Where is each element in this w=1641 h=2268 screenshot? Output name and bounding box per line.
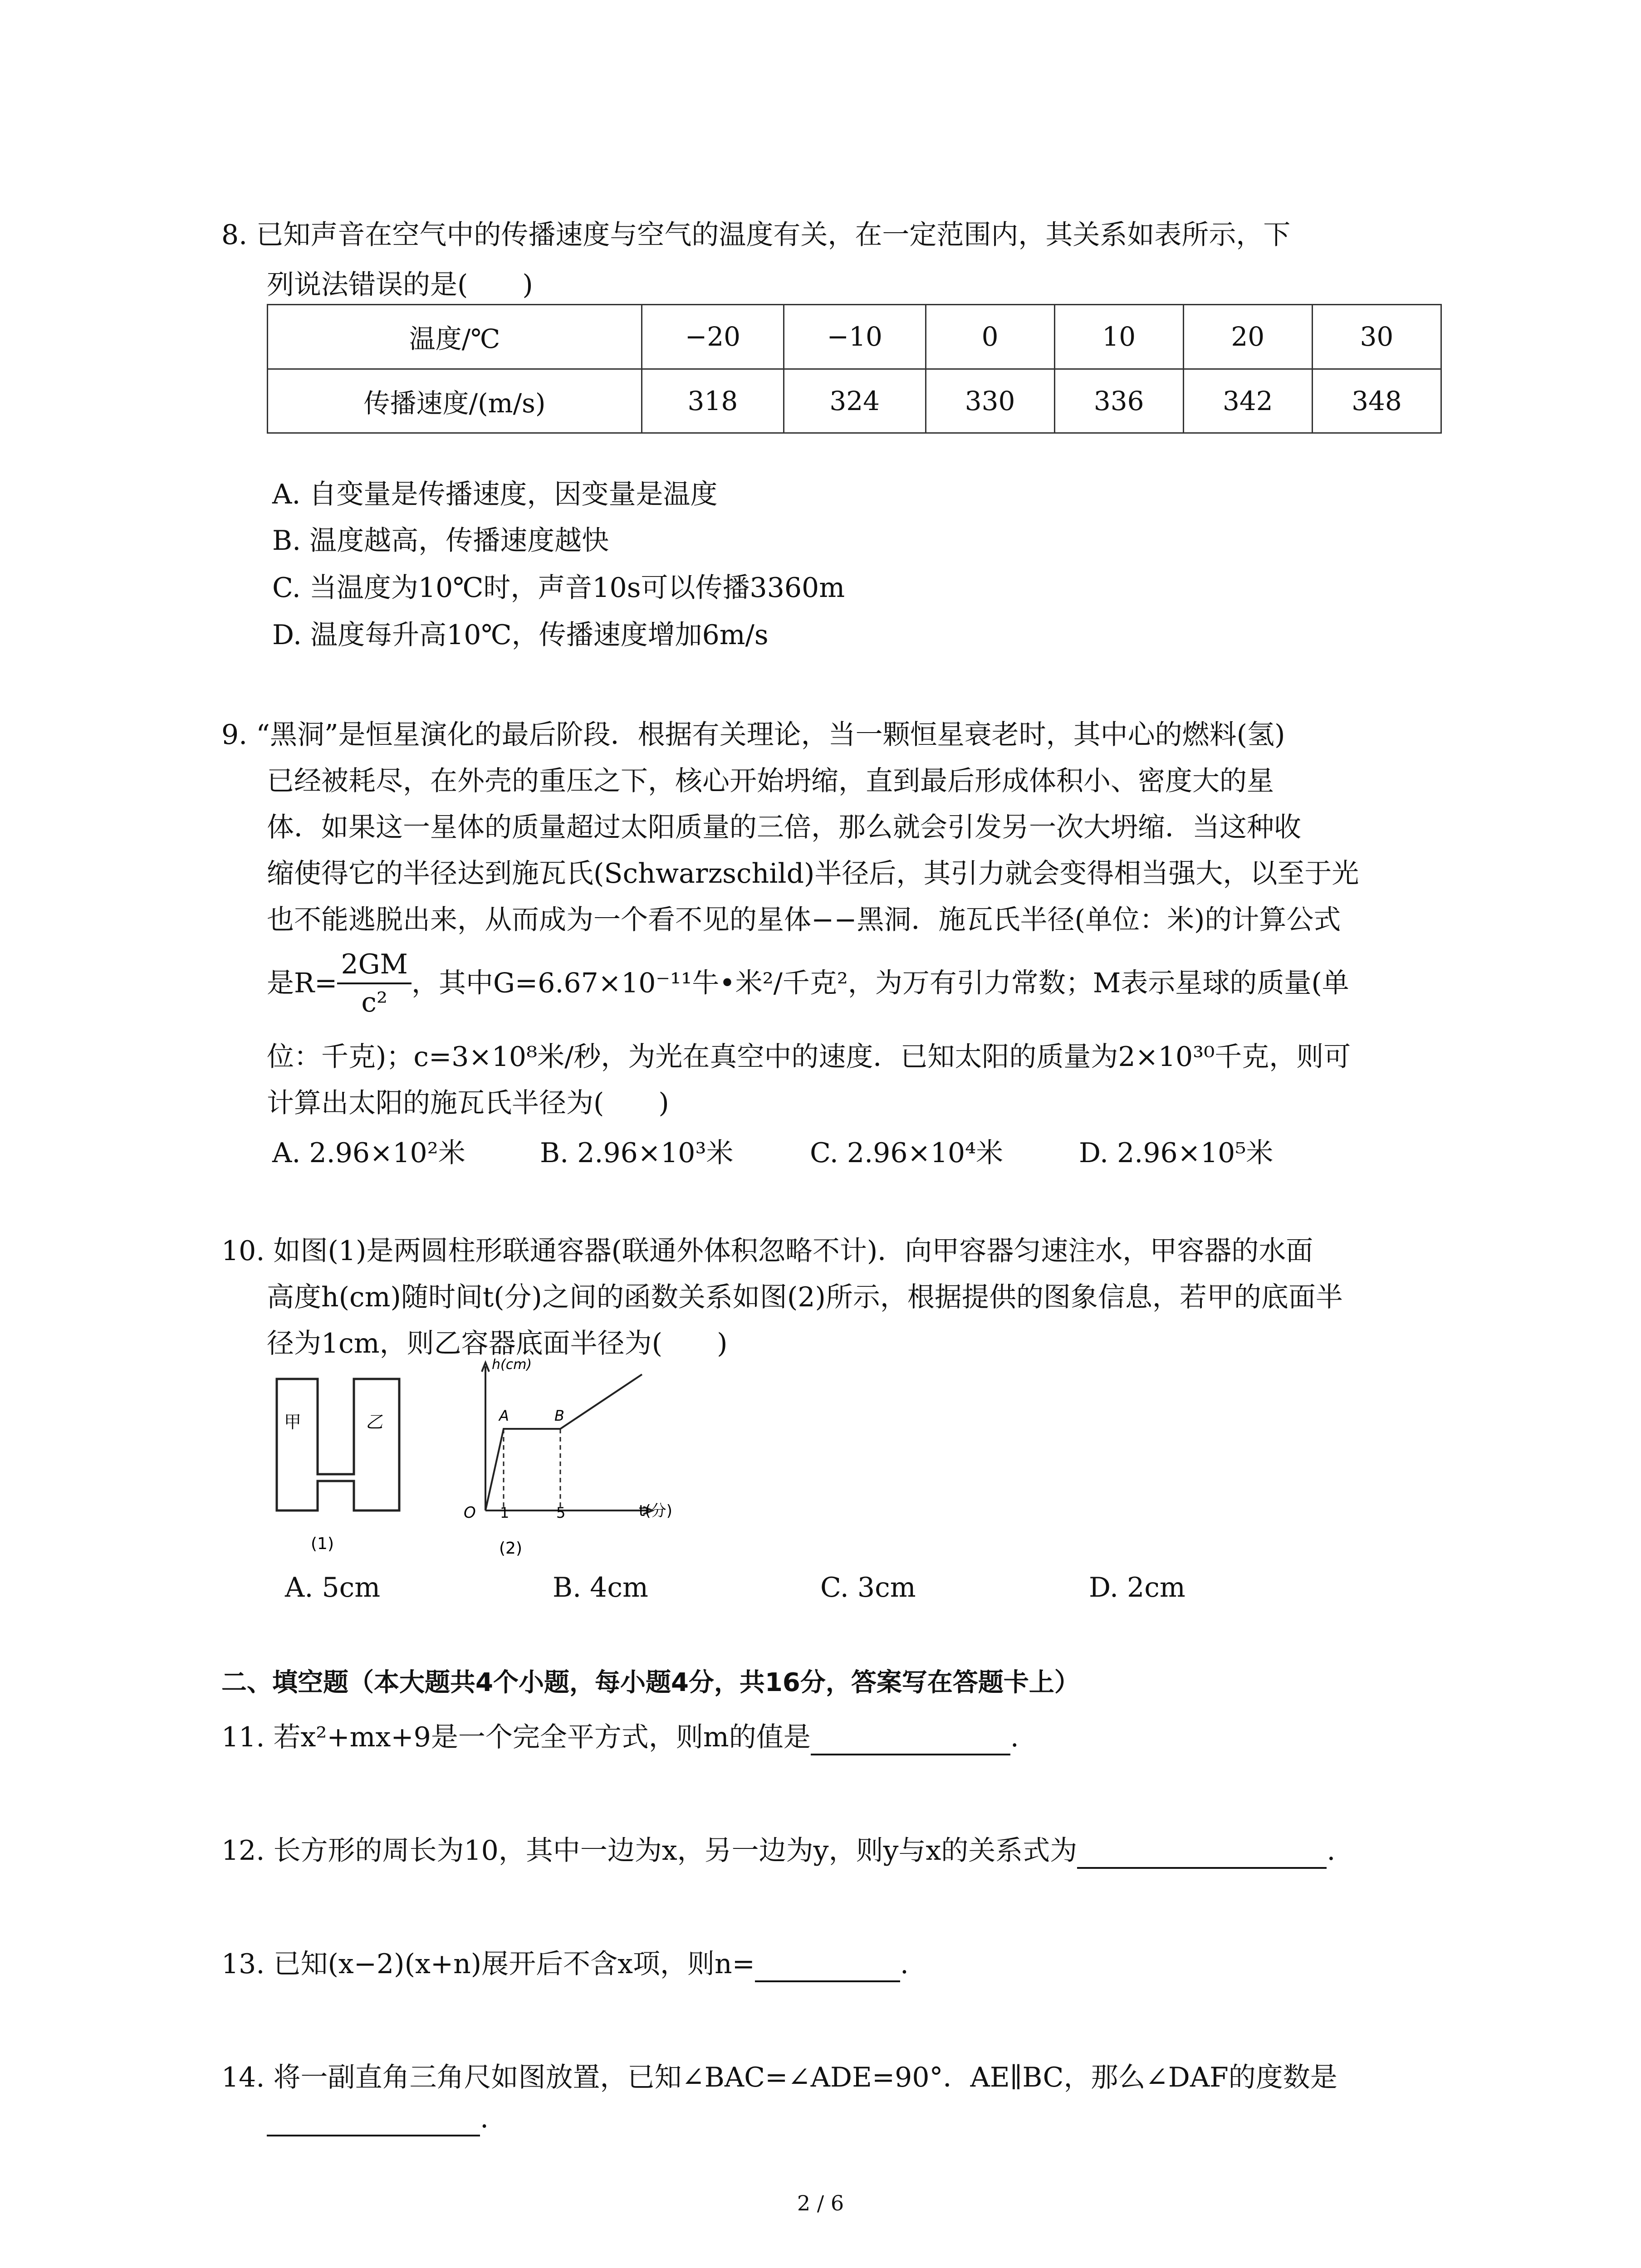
q14-text: 14. 将一副直角三角尺如图放置，已知∠BAC=∠ADE=90°．AE∥BC，那么∠DAF的度数是 bbox=[221, 2062, 1337, 2093]
table-header-cell: 传播速度/(m/s) bbox=[268, 369, 642, 433]
formula-prefix: 是R= bbox=[267, 967, 338, 999]
point-a-label: A bbox=[499, 1407, 509, 1424]
q10-stem-line2: 高度h(cm)随时间t(分)之间的函数关系如图(2)所示，根据提供的图象信息，若甲的底面半 bbox=[267, 1281, 1343, 1313]
table-row bbox=[268, 369, 1441, 433]
q13 bbox=[221, 1946, 909, 1982]
axis-x-label: t(分) bbox=[639, 1502, 672, 1520]
figure1-caption: (1) bbox=[311, 1535, 334, 1553]
table-cell: 330 bbox=[926, 369, 1054, 433]
q9-formula-line bbox=[267, 948, 1349, 1018]
table-cell: 10 bbox=[1054, 305, 1183, 369]
q10-option-c: C. 3cm bbox=[820, 1572, 916, 1603]
table-row bbox=[268, 305, 1441, 369]
table-cell: 342 bbox=[1183, 369, 1312, 433]
q9-option-b: B. 2.96×10³米 bbox=[540, 1137, 734, 1169]
q8-stem-line1: 8. 已知声音在空气中的传播速度与空气的温度有关，在一定范围内，其关系如表所示，下 bbox=[221, 219, 1291, 251]
figure2-caption: (2) bbox=[499, 1539, 522, 1558]
table-cell: 0 bbox=[926, 305, 1054, 369]
q9-stem-line2: 已经被耗尽，在外壳的重压之下，核心开始坍缩，直到最后形成体积小、密度大的星 bbox=[267, 765, 1274, 797]
q11-text: 11. 若x²+mx+9是一个完全平方式，则m的值是 bbox=[221, 1721, 811, 1753]
q14-answer bbox=[267, 2100, 489, 2136]
x-tick-1: 1 bbox=[500, 1504, 509, 1521]
q8-stem-line2: 列说法错误的是( ) bbox=[267, 269, 533, 301]
q9-option-a: A. 2.96×10²米 bbox=[272, 1137, 465, 1169]
figure-height-time-graph bbox=[454, 1356, 735, 1574]
table-cell: 318 bbox=[642, 369, 784, 433]
q8-option-d: D. 温度每升高10℃，传播速度增加6m/s bbox=[272, 619, 769, 651]
q9-option-c: C. 2.96×10⁴米 bbox=[810, 1137, 1004, 1169]
q11-period: . bbox=[1010, 1721, 1019, 1753]
table-cell: 20 bbox=[1183, 305, 1312, 369]
table-cell: −10 bbox=[784, 305, 926, 369]
fraction-numerator: 2GM bbox=[337, 951, 411, 984]
q10-stem-line1: 10. 如图(1)是两圆柱形联通容器(联通外体积忽略不计)．向甲容器匀速注水，甲容器的水面 bbox=[221, 1235, 1313, 1267]
q10-stem-line3: 径为1cm，则乙容器底面半径为( ) bbox=[267, 1328, 728, 1359]
table-cell: 324 bbox=[784, 369, 926, 433]
q11 bbox=[221, 1719, 1019, 1755]
q9-option-d: D. 2.96×10⁵米 bbox=[1079, 1137, 1274, 1169]
label-jia: 甲 bbox=[284, 1412, 302, 1432]
figure-connected-containers bbox=[268, 1374, 413, 1574]
q11-answer-blank[interactable] bbox=[811, 1725, 1010, 1755]
q12 bbox=[221, 1833, 1335, 1869]
q12-text: 12. 长方形的周长为10，其中一边为x，另一边为y，则y与x的关系式为 bbox=[221, 1835, 1078, 1867]
label-yi: 乙 bbox=[366, 1412, 383, 1432]
q8-option-b: B. 温度越高，传播速度越快 bbox=[272, 525, 609, 557]
q9-stem-line3: 体．如果这一星体的质量超过太阳质量的三倍，那么就会引发另一次大坍缩．当这种收 bbox=[267, 811, 1301, 843]
table-cell: −20 bbox=[642, 305, 784, 369]
point-b-label: B bbox=[554, 1407, 564, 1424]
q13-answer-blank[interactable] bbox=[755, 1951, 900, 1982]
q12-period: . bbox=[1327, 1835, 1336, 1867]
formula-suffix: ，其中G=6.67×10⁻¹¹牛•米²/千克²，为万有引力常数；M表示星球的质量(单 bbox=[411, 967, 1349, 999]
fraction-denominator: c² bbox=[361, 987, 388, 1018]
q10-option-b: B. 4cm bbox=[553, 1572, 648, 1603]
q13-period: . bbox=[900, 1948, 909, 1980]
table-cell: 336 bbox=[1054, 369, 1183, 433]
formula-fraction bbox=[337, 948, 411, 1018]
q13-text: 13. 已知(x−2)(x+n)展开后不含x项，则n= bbox=[221, 1948, 755, 1980]
q9-stem-line7: 位：千克)；c=3×10⁸米/秒，为光在真空中的速度．已知太阳的质量为2×10³⁰千克，则可 bbox=[267, 1041, 1351, 1073]
q8-table bbox=[267, 304, 1442, 434]
section-title: 二、填空题（本大题共4个小题，每小题4分，共16分，答案写在答题卡上） bbox=[221, 1668, 1080, 1697]
q14-period: . bbox=[480, 2102, 489, 2134]
q10-option-a: A. 5cm bbox=[285, 1572, 381, 1603]
q9-stem-line8: 计算出太阳的施瓦氏半径为( ) bbox=[267, 1087, 669, 1119]
q8-option-c: C. 当温度为10℃时，声音10s可以传播3360m bbox=[272, 572, 845, 604]
q9-stem-line4: 缩使得它的半径达到施瓦氏(Schwarzschild)半径后，其引力就会变得相当强大，以至于光 bbox=[267, 858, 1359, 890]
q12-answer-blank[interactable] bbox=[1077, 1838, 1327, 1869]
q10-option-d: D. 2cm bbox=[1089, 1572, 1185, 1603]
q9-stem-line1: 9. “黑洞”是恒星演化的最后阶段．根据有关理论，当一颗恒星衰老时，其中心的燃料(氢) bbox=[221, 719, 1285, 751]
page-number: 2 / 6 bbox=[797, 2191, 844, 2215]
q14-answer-blank[interactable] bbox=[267, 2106, 480, 2136]
table-cell: 30 bbox=[1312, 305, 1441, 369]
q8-option-a: A. 自变量是传播速度，因变量是温度 bbox=[272, 479, 718, 510]
x-tick-5: 5 bbox=[556, 1504, 566, 1521]
axis-y-label: h(cm) bbox=[492, 1357, 532, 1373]
origin-label: O bbox=[464, 1504, 476, 1522]
q9-stem-line5: 也不能逃脱出来，从而成为一个看不见的星体−−黑洞．施瓦氏半径(单位：米)的计算公式 bbox=[267, 904, 1341, 936]
table-header-cell: 温度/℃ bbox=[268, 305, 642, 369]
table-cell: 348 bbox=[1312, 369, 1441, 433]
